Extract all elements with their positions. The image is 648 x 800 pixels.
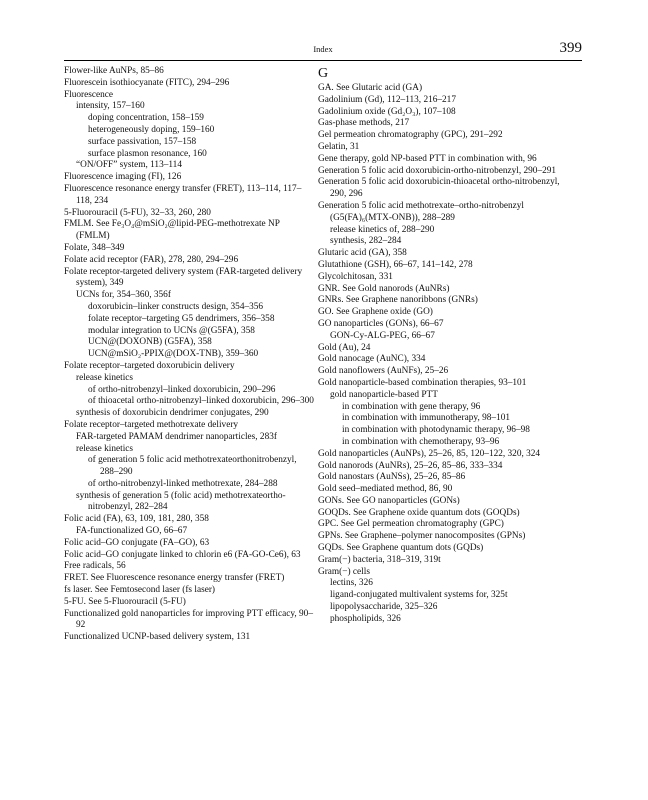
index-entry: Generation 5 folic acid doxorubicin-ortho-nitrobenzyl, 290–291	[318, 165, 557, 176]
index-entry: Folate acid receptor (FAR), 278, 280, 294–296	[64, 254, 239, 265]
index-entry: in combination with photodynamic therapy, 96–98	[342, 425, 530, 436]
index-entry: folate receptor–targeting G5 dendrimers, 356–358	[88, 313, 275, 324]
index-entry: Glutathione (GSH), 66–67, 141–142, 278	[318, 259, 473, 270]
index-entry: GNR. See Gold nanorods (AuNRs)	[318, 283, 450, 294]
index-entry: ligand-conjugated multivalent systems for, 325t	[330, 590, 508, 601]
index-entry: UCNs for, 354–360, 356f	[76, 290, 171, 301]
index-entry: FRET. See Fluorescence resonance energy transfer (FRET)	[64, 573, 285, 584]
index-entry: GPC. See Gel permeation chromatography (GPC)	[318, 519, 504, 530]
index-entry: Gold nanostars (AuNSs), 25–26, 85–86	[318, 472, 466, 483]
index-entry: Folate receptor-targeted delivery system (FAR-targeted delivery system), 349	[64, 266, 303, 289]
page-number: 399	[559, 40, 582, 56]
index-entry: phospholipids, 326	[330, 613, 401, 624]
index-entry: FAR-targeted PAMAM dendrimer nanoparticles, 283f	[76, 431, 277, 442]
index-entry: Gold nanoflowers (AuNFs), 25–26	[318, 366, 449, 377]
index-entry: 5-Fluorouracil (5-FU), 32–33, 260, 280	[64, 207, 211, 218]
index-entry: GOQDs. See Graphene oxide quantum dots (GOQDs)	[318, 507, 520, 518]
index-entry: “ON/OFF” system, 113–114	[76, 160, 182, 171]
index-entry: fs laser. See Femtosecond laser (fs laser)	[64, 585, 216, 596]
index-entry: doxorubicin–linker constructs design, 354–356	[88, 301, 264, 312]
index-entry: Gold nanorods (AuNRs), 25–26, 85–86, 333–334	[318, 460, 503, 471]
index-entry: Glutaric acid (GA), 358	[318, 248, 407, 259]
index-entry: GA. See Glutaric acid (GA)	[318, 83, 423, 93]
index-entry: FA-functionalized GO, 66–67	[76, 526, 188, 537]
index-entry: in combination with chemotherapy, 93–96	[342, 436, 500, 447]
index-entry: Fluorescence resonance energy transfer (FRET), 113–114, 117–118, 234	[64, 183, 302, 206]
index-entry: Flower-like AuNPs, 85–86	[64, 66, 164, 76]
index-entry: release kinetics of, 288–290	[330, 224, 435, 235]
index-entry: Fluorescein isothiocyanate (FITC), 294–296	[64, 77, 230, 88]
index-entry: synthesis, 282–284	[330, 236, 402, 247]
index-entry: heterogeneously doping, 159–160	[88, 124, 215, 135]
index-entry: of ortho-nitrobenzyl–linked doxorubicin, 290–296	[88, 384, 276, 395]
index-entry: Folic acid (FA), 63, 109, 181, 280, 358	[64, 514, 209, 525]
index-entry: Gadolinium (Gd), 112–113, 216–217	[318, 94, 456, 105]
index-entry: GO. See Graphene oxide (GO)	[318, 307, 433, 318]
index-entry: intensity, 157–160	[76, 101, 145, 112]
index-entry: 5-FU. See 5-Fluorouracil (5-FU)	[64, 596, 186, 607]
index-entry: Folate receptor–targeted methotrexate delivery	[64, 419, 239, 430]
index-entry: in combination with immunotherapy, 98–101	[342, 413, 511, 424]
index-entry: GPNs. See Graphene–polymer nanocomposites (GPNs)	[318, 531, 526, 542]
index-entry: Functionalized UCNP-based delivery system, 131	[64, 632, 251, 643]
index-entry: UCN@mSiO₂-PPIX@(DOX-TNB), 359–360	[88, 349, 259, 360]
index-entry: Folate, 348–349	[64, 242, 125, 253]
index-entry: of thioacetal ortho-nitrobenzyl–linked doxorubicin, 296–300	[88, 396, 314, 407]
section-letter: G	[318, 66, 329, 81]
index-entry: release kinetics	[76, 372, 134, 383]
index-entry: gold nanoparticle-based PTT	[330, 389, 438, 400]
index-entry: Fluorescence	[64, 89, 114, 100]
index-entry: doping concentration, 158–159	[88, 113, 204, 124]
index-entry: GNRs. See Graphene nanoribbons (GNRs)	[318, 295, 478, 306]
index-entry: synthesis of doxorubicin dendrimer conjugates, 290	[76, 408, 269, 419]
index-entry: Gold (Au), 24	[318, 342, 371, 353]
index-entry: modular integration to UCNs @(G5FA), 358	[88, 325, 255, 336]
index-entry: Gas-phase methods, 217	[318, 118, 410, 129]
index-entry: Gadolinium oxide (Gd₂O₃), 107–108	[318, 106, 456, 117]
index-entry: Gold nanocage (AuNC), 334	[318, 354, 426, 365]
index-entry: GO nanoparticles (GONs), 66–67	[318, 318, 444, 329]
index-entry: lipopolysaccharide, 325–326	[330, 602, 438, 613]
index-entry: GQDs. See Graphene quantum dots (GQDs)	[318, 543, 484, 554]
index-entry: of generation 5 folic acid methotrexateorthonitrobenzyl, 288–290	[88, 455, 297, 478]
index-entry: Gold nanoparticles (AuNPs), 25–26, 85, 120–122, 320, 324	[318, 448, 541, 459]
index-entry: Gene therapy, gold NP-based PTT in combination with, 96	[318, 153, 537, 164]
index-entry: Glycolchitosan, 331	[318, 271, 393, 282]
index-entry: Fluorescence imaging (FI), 126	[64, 172, 182, 183]
index-entry: Folate receptor–targeted doxorubicin delivery	[64, 360, 235, 371]
index-entry: FMLM. See Fe₃O₄@mSiO₂@lipid-PEG-methotrexate NP (FMLM)	[64, 219, 280, 242]
index-entry: surface plasmon resonance, 160	[88, 148, 207, 159]
running-title: Index	[313, 44, 333, 54]
index-entry: Gold nanoparticle-based combination therapies, 93–101	[318, 377, 527, 388]
index-entry: in combination with gene therapy, 96	[342, 401, 481, 412]
index-column-right	[318, 66, 568, 626]
index-column-left	[64, 66, 314, 644]
index-entry: lectins, 326	[330, 578, 373, 589]
index-entry: Gold seed–mediated method, 86, 90	[318, 484, 453, 495]
index-entry: Free radicals, 56	[64, 561, 126, 572]
index-entry: Generation 5 folic acid methotrexate–ortho-nitrobenzyl (G5(FA)₆(MTX-ONB)), 288–289	[318, 200, 525, 223]
page-header	[64, 40, 582, 58]
index-entry: Gram(−) bacteria, 318–319, 319t	[318, 554, 441, 565]
index-entry: GONs. See GO nanoparticles (GONs)	[318, 495, 460, 506]
index-entry: synthesis of generation 5 (folic acid) methotrexateortho-nitrobenzyl, 282–284	[76, 490, 286, 513]
index-entry: Generation 5 folic acid doxorubicin-thioacetal ortho-nitrobenzyl, 290, 296	[318, 177, 560, 200]
index-entry: Gelatin, 31	[318, 141, 360, 152]
index-entry: of ortho-nitrobenzyl-linked methotrexate, 284–288	[88, 478, 278, 489]
index-entry: surface passivation, 157–158	[88, 136, 197, 147]
index-entry: Gram(−) cells	[318, 566, 370, 577]
index-entry: Functionalized gold nanoparticles for improving PTT efficacy, 90–92	[64, 608, 313, 631]
index-entry: UCN@(DOXONB) (G5FA), 358	[88, 337, 212, 348]
index-entry: Folic acid–GO conjugate (FA–GO), 63	[64, 537, 210, 548]
index-entry: release kinetics	[76, 443, 134, 454]
header-rule	[64, 60, 582, 61]
index-entry: Gel permeation chromatography (GPC), 291–292	[318, 130, 503, 141]
index-entry: GON-Cy-ALG-PEG, 66–67	[330, 330, 435, 341]
index-entry: Folic acid–GO conjugate linked to chlorin e6 (FA-GO-Ce6), 63	[64, 549, 301, 560]
